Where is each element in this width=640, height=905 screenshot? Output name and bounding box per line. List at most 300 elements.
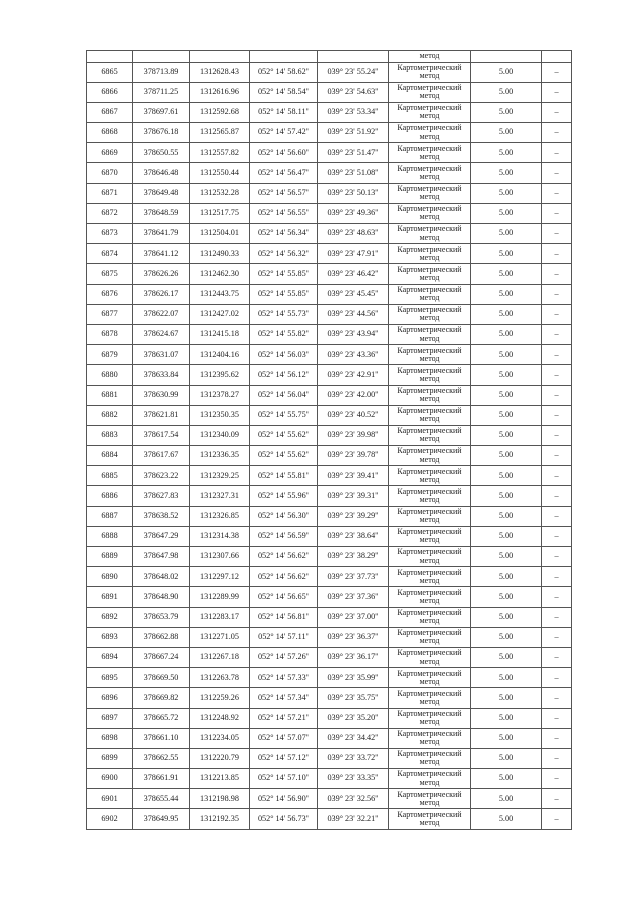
cell-x-coordinate: 378630.99 (133, 385, 190, 405)
cell-longitude: 039° 23' 32.21" (318, 809, 389, 829)
cell-accuracy: 5.00 (471, 62, 542, 82)
cell-latitude: 052° 14' 56.73" (250, 809, 318, 829)
cell-y-coordinate: 1312248.92 (190, 708, 250, 728)
cell-latitude: 052° 14' 56.57" (250, 183, 318, 203)
cell-x-coordinate: 378661.10 (133, 728, 190, 748)
cell-point-number: 6897 (87, 708, 133, 728)
cell-longitude: 039° 23' 32.56" (318, 789, 389, 809)
table-row-partial (87, 51, 572, 63)
cell-y-coordinate: 1312192.35 (190, 809, 250, 829)
cell-point-number: 6893 (87, 627, 133, 647)
cell-method: Картометрический метод (389, 708, 471, 728)
cell-longitude: 039° 23' 39.78" (318, 446, 389, 466)
cell-empty (542, 51, 572, 63)
table-row (87, 769, 572, 789)
cell-accuracy: 5.00 (471, 769, 542, 789)
table-row (87, 102, 572, 122)
cell-latitude: 052° 14' 56.81" (250, 607, 318, 627)
cell-y-coordinate: 1312263.78 (190, 668, 250, 688)
cell-accuracy: 5.00 (471, 224, 542, 244)
cell-x-coordinate: 378621.81 (133, 405, 190, 425)
cell-accuracy: 5.00 (471, 446, 542, 466)
cell-x-coordinate: 378665.72 (133, 708, 190, 728)
cell-empty (133, 51, 190, 63)
cell-accuracy: 5.00 (471, 284, 542, 304)
cell-accuracy: 5.00 (471, 82, 542, 102)
cell-note: – (542, 466, 572, 486)
cell-accuracy: 5.00 (471, 607, 542, 627)
table-row (87, 183, 572, 203)
cell-latitude: 052° 14' 56.12" (250, 365, 318, 385)
cell-x-coordinate: 378617.54 (133, 425, 190, 445)
table-row (87, 123, 572, 143)
cell-accuracy: 5.00 (471, 547, 542, 567)
cell-point-number: 6882 (87, 405, 133, 425)
cell-note: – (542, 183, 572, 203)
cell-accuracy: 5.00 (471, 405, 542, 425)
cell-note: – (542, 446, 572, 466)
cell-x-coordinate: 378711.25 (133, 82, 190, 102)
cell-longitude: 039° 23' 49.36" (318, 203, 389, 223)
cell-latitude: 052° 14' 55.96" (250, 486, 318, 506)
cell-method: Картометрический метод (389, 183, 471, 203)
cell-y-coordinate: 1312340.09 (190, 425, 250, 445)
cell-latitude: 052° 14' 55.85" (250, 264, 318, 284)
cell-note: – (542, 304, 572, 324)
cell-x-coordinate: 378641.79 (133, 224, 190, 244)
cell-x-coordinate: 378669.82 (133, 688, 190, 708)
cell-x-coordinate: 378667.24 (133, 647, 190, 667)
cell-latitude: 052° 14' 55.73" (250, 304, 318, 324)
cell-note: – (542, 244, 572, 264)
cell-method: Картометрический метод (389, 627, 471, 647)
cell-x-coordinate: 378638.52 (133, 506, 190, 526)
cell-x-coordinate: 378669.50 (133, 668, 190, 688)
cell-method: Картометрический метод (389, 486, 471, 506)
cell-x-coordinate: 378647.98 (133, 547, 190, 567)
table-row (87, 143, 572, 163)
table-row (87, 446, 572, 466)
cell-point-number: 6877 (87, 304, 133, 324)
cell-accuracy: 5.00 (471, 163, 542, 183)
cell-note: – (542, 62, 572, 82)
cell-latitude: 052° 14' 57.34" (250, 688, 318, 708)
cell-longitude: 039° 23' 33.35" (318, 769, 389, 789)
cell-method: Картометрический метод (389, 244, 471, 264)
table-row (87, 668, 572, 688)
cell-point-number: 6866 (87, 82, 133, 102)
cell-method: Картометрический метод (389, 567, 471, 587)
cell-accuracy: 5.00 (471, 203, 542, 223)
cell-longitude: 039° 23' 36.17" (318, 647, 389, 667)
table-row (87, 567, 572, 587)
table-row (87, 82, 572, 102)
cell-accuracy: 5.00 (471, 708, 542, 728)
cell-note: – (542, 365, 572, 385)
cell-y-coordinate: 1312378.27 (190, 385, 250, 405)
cell-accuracy: 5.00 (471, 365, 542, 385)
cell-longitude: 039° 23' 37.36" (318, 587, 389, 607)
cell-note: – (542, 769, 572, 789)
table-row (87, 304, 572, 324)
cell-longitude: 039° 23' 35.99" (318, 668, 389, 688)
cell-longitude: 039° 23' 47.91" (318, 244, 389, 264)
cell-accuracy: 5.00 (471, 425, 542, 445)
cell-point-number: 6898 (87, 728, 133, 748)
cell-note: – (542, 587, 572, 607)
cell-longitude: 039° 23' 33.72" (318, 748, 389, 768)
cell-accuracy: 5.00 (471, 486, 542, 506)
cell-y-coordinate: 1312198.98 (190, 789, 250, 809)
cell-point-number: 6883 (87, 425, 133, 445)
cell-note: – (542, 264, 572, 284)
cell-point-number: 6894 (87, 647, 133, 667)
cell-longitude: 039° 23' 42.91" (318, 365, 389, 385)
table-row (87, 789, 572, 809)
cell-y-coordinate: 1312517.75 (190, 203, 250, 223)
cell-note: – (542, 688, 572, 708)
cell-accuracy: 5.00 (471, 587, 542, 607)
cell-method: Картометрический метод (389, 405, 471, 425)
cell-point-number: 6869 (87, 143, 133, 163)
cell-empty (87, 51, 133, 63)
cell-longitude: 039° 23' 54.63" (318, 82, 389, 102)
cell-note: – (542, 385, 572, 405)
cell-note: – (542, 668, 572, 688)
table-row (87, 224, 572, 244)
cell-latitude: 052° 14' 55.62" (250, 425, 318, 445)
cell-latitude: 052° 14' 56.60" (250, 143, 318, 163)
table-row (87, 365, 572, 385)
cell-point-number: 6890 (87, 567, 133, 587)
cell-method: Картометрический метод (389, 668, 471, 688)
cell-point-number: 6881 (87, 385, 133, 405)
table-row (87, 203, 572, 223)
table-row (87, 748, 572, 768)
cell-accuracy: 5.00 (471, 668, 542, 688)
cell-longitude: 039° 23' 48.63" (318, 224, 389, 244)
cell-note: – (542, 567, 572, 587)
cell-point-number: 6876 (87, 284, 133, 304)
cell-empty (250, 51, 318, 63)
cell-latitude: 052° 14' 57.11" (250, 627, 318, 647)
cell-x-coordinate: 378626.26 (133, 264, 190, 284)
cell-method: Картометрический метод (389, 123, 471, 143)
cell-longitude: 039° 23' 36.37" (318, 627, 389, 647)
cell-point-number: 6874 (87, 244, 133, 264)
cell-longitude: 039° 23' 38.29" (318, 547, 389, 567)
cell-y-coordinate: 1312326.85 (190, 506, 250, 526)
cell-accuracy: 5.00 (471, 567, 542, 587)
cell-x-coordinate: 378647.29 (133, 526, 190, 546)
cell-empty (190, 51, 250, 63)
cell-point-number: 6902 (87, 809, 133, 829)
cell-note: – (542, 224, 572, 244)
cell-note: – (542, 163, 572, 183)
cell-latitude: 052° 14' 56.59" (250, 526, 318, 546)
cell-y-coordinate: 1312213.85 (190, 769, 250, 789)
cell-x-coordinate: 378648.59 (133, 203, 190, 223)
cell-accuracy: 5.00 (471, 506, 542, 526)
cell-accuracy: 5.00 (471, 526, 542, 546)
cell-x-coordinate: 378649.48 (133, 183, 190, 203)
cell-note: – (542, 203, 572, 223)
cell-point-number: 6901 (87, 789, 133, 809)
cell-longitude: 039° 23' 43.36" (318, 345, 389, 365)
cell-note: – (542, 123, 572, 143)
cell-point-number: 6873 (87, 224, 133, 244)
cell-accuracy: 5.00 (471, 345, 542, 365)
cell-latitude: 052° 14' 56.04" (250, 385, 318, 405)
cell-method: метод (389, 51, 471, 63)
cell-x-coordinate: 378648.90 (133, 587, 190, 607)
cell-longitude: 039° 23' 55.24" (318, 62, 389, 82)
cell-method: Картометрический метод (389, 789, 471, 809)
cell-x-coordinate: 378676.18 (133, 123, 190, 143)
cell-latitude: 052° 14' 56.65" (250, 587, 318, 607)
cell-x-coordinate: 378641.12 (133, 244, 190, 264)
table-row (87, 587, 572, 607)
cell-note: – (542, 708, 572, 728)
cell-y-coordinate: 1312395.62 (190, 365, 250, 385)
table-row (87, 385, 572, 405)
cell-x-coordinate: 378648.02 (133, 567, 190, 587)
cell-note: – (542, 506, 572, 526)
cell-latitude: 052° 14' 55.81" (250, 466, 318, 486)
cell-point-number: 6868 (87, 123, 133, 143)
cell-note: – (542, 728, 572, 748)
cell-y-coordinate: 1312327.31 (190, 486, 250, 506)
cell-point-number: 6892 (87, 607, 133, 627)
cell-method: Картометрический метод (389, 163, 471, 183)
cell-method: Картометрический метод (389, 224, 471, 244)
cell-method: Картометрический метод (389, 385, 471, 405)
cell-latitude: 052° 14' 57.26" (250, 647, 318, 667)
table-row (87, 607, 572, 627)
table-row (87, 647, 572, 667)
cell-point-number: 6875 (87, 264, 133, 284)
cell-longitude: 039° 23' 40.52" (318, 405, 389, 425)
cell-longitude: 039° 23' 50.13" (318, 183, 389, 203)
cell-x-coordinate: 378622.07 (133, 304, 190, 324)
cell-y-coordinate: 1312259.26 (190, 688, 250, 708)
cell-x-coordinate: 378627.83 (133, 486, 190, 506)
cell-y-coordinate: 1312504.01 (190, 224, 250, 244)
cell-latitude: 052° 14' 57.07" (250, 728, 318, 748)
table-row (87, 163, 572, 183)
cell-empty (471, 51, 542, 63)
cell-accuracy: 5.00 (471, 466, 542, 486)
cell-method: Картометрический метод (389, 203, 471, 223)
cell-longitude: 039° 23' 51.92" (318, 123, 389, 143)
cell-note: – (542, 627, 572, 647)
cell-latitude: 052° 14' 56.55" (250, 203, 318, 223)
cell-y-coordinate: 1312565.87 (190, 123, 250, 143)
cell-note: – (542, 102, 572, 122)
cell-method: Картометрический метод (389, 324, 471, 344)
cell-note: – (542, 345, 572, 365)
cell-point-number: 6899 (87, 748, 133, 768)
cell-x-coordinate: 378662.88 (133, 627, 190, 647)
cell-y-coordinate: 1312267.18 (190, 647, 250, 667)
cell-latitude: 052° 14' 55.82" (250, 324, 318, 344)
cell-y-coordinate: 1312592.68 (190, 102, 250, 122)
cell-note: – (542, 284, 572, 304)
cell-y-coordinate: 1312550.44 (190, 163, 250, 183)
table-row (87, 728, 572, 748)
cell-method: Картометрический метод (389, 809, 471, 829)
cell-note: – (542, 607, 572, 627)
cell-longitude: 039° 23' 39.29" (318, 506, 389, 526)
cell-method: Картометрический метод (389, 748, 471, 768)
cell-latitude: 052° 14' 55.62" (250, 446, 318, 466)
cell-note: – (542, 748, 572, 768)
cell-y-coordinate: 1312557.82 (190, 143, 250, 163)
cell-latitude: 052° 14' 57.33" (250, 668, 318, 688)
cell-accuracy: 5.00 (471, 304, 542, 324)
cell-longitude: 039° 23' 39.98" (318, 425, 389, 445)
cell-y-coordinate: 1312329.25 (190, 466, 250, 486)
table-row (87, 627, 572, 647)
table-row (87, 486, 572, 506)
cell-latitude: 052° 14' 56.47" (250, 163, 318, 183)
cell-accuracy: 5.00 (471, 748, 542, 768)
cell-longitude: 039° 23' 39.41" (318, 466, 389, 486)
cell-method: Картометрический метод (389, 769, 471, 789)
cell-x-coordinate: 378626.17 (133, 284, 190, 304)
cell-method: Картометрический метод (389, 688, 471, 708)
cell-y-coordinate: 1312415.18 (190, 324, 250, 344)
table-row (87, 688, 572, 708)
cell-note: – (542, 809, 572, 829)
cell-latitude: 052° 14' 56.03" (250, 345, 318, 365)
cell-y-coordinate: 1312490.33 (190, 244, 250, 264)
cell-longitude: 039° 23' 51.08" (318, 163, 389, 183)
cell-accuracy: 5.00 (471, 102, 542, 122)
cell-accuracy: 5.00 (471, 324, 542, 344)
cell-point-number: 6872 (87, 203, 133, 223)
cell-note: – (542, 405, 572, 425)
cell-latitude: 052° 14' 55.75" (250, 405, 318, 425)
cell-method: Картометрический метод (389, 506, 471, 526)
table-row (87, 547, 572, 567)
table-row (87, 708, 572, 728)
cell-latitude: 052° 14' 57.42" (250, 123, 318, 143)
cell-y-coordinate: 1312443.75 (190, 284, 250, 304)
cell-y-coordinate: 1312307.66 (190, 547, 250, 567)
cell-x-coordinate: 378623.22 (133, 466, 190, 486)
cell-method: Картометрический метод (389, 284, 471, 304)
cell-note: – (542, 526, 572, 546)
cell-point-number: 6879 (87, 345, 133, 365)
cell-accuracy: 5.00 (471, 183, 542, 203)
cell-method: Картометрический метод (389, 647, 471, 667)
table-body (87, 51, 572, 830)
cell-longitude: 039° 23' 43.94" (318, 324, 389, 344)
cell-x-coordinate: 378617.67 (133, 446, 190, 466)
cell-latitude: 052° 14' 56.30" (250, 506, 318, 526)
cell-method: Картометрический метод (389, 62, 471, 82)
cell-accuracy: 5.00 (471, 809, 542, 829)
cell-point-number: 6887 (87, 506, 133, 526)
cell-method: Картометрический метод (389, 587, 471, 607)
cell-longitude: 039° 23' 51.47" (318, 143, 389, 163)
cell-y-coordinate: 1312350.35 (190, 405, 250, 425)
cell-point-number: 6871 (87, 183, 133, 203)
cell-longitude: 039° 23' 45.45" (318, 284, 389, 304)
cell-y-coordinate: 1312427.02 (190, 304, 250, 324)
cell-note: – (542, 82, 572, 102)
cell-point-number: 6885 (87, 466, 133, 486)
cell-point-number: 6878 (87, 324, 133, 344)
cell-y-coordinate: 1312628.43 (190, 62, 250, 82)
cell-x-coordinate: 378661.91 (133, 769, 190, 789)
cell-latitude: 052° 14' 58.11" (250, 102, 318, 122)
table-row (87, 526, 572, 546)
cell-x-coordinate: 378646.48 (133, 163, 190, 183)
cell-note: – (542, 324, 572, 344)
cell-note: – (542, 486, 572, 506)
cell-point-number: 6900 (87, 769, 133, 789)
cell-accuracy: 5.00 (471, 688, 542, 708)
table-row (87, 506, 572, 526)
cell-y-coordinate: 1312289.99 (190, 587, 250, 607)
cell-point-number: 6889 (87, 547, 133, 567)
table-row (87, 809, 572, 829)
cell-y-coordinate: 1312297.12 (190, 567, 250, 587)
table-row (87, 284, 572, 304)
cell-method: Картометрический метод (389, 365, 471, 385)
cell-longitude: 039° 23' 35.75" (318, 688, 389, 708)
cell-point-number: 6884 (87, 446, 133, 466)
cell-method: Картометрический метод (389, 102, 471, 122)
table-row (87, 264, 572, 284)
cell-method: Картометрический метод (389, 526, 471, 546)
cell-method: Картометрический метод (389, 143, 471, 163)
cell-method: Картометрический метод (389, 82, 471, 102)
table-row (87, 466, 572, 486)
cell-longitude: 039° 23' 37.73" (318, 567, 389, 587)
cell-method: Картометрический метод (389, 304, 471, 324)
cell-y-coordinate: 1312404.16 (190, 345, 250, 365)
table-row (87, 405, 572, 425)
cell-note: – (542, 547, 572, 567)
cell-x-coordinate: 378633.84 (133, 365, 190, 385)
table-row (87, 425, 572, 445)
cell-x-coordinate: 378631.07 (133, 345, 190, 365)
cell-accuracy: 5.00 (471, 123, 542, 143)
cell-x-coordinate: 378649.95 (133, 809, 190, 829)
cell-note: – (542, 143, 572, 163)
cell-accuracy: 5.00 (471, 647, 542, 667)
cell-latitude: 052° 14' 57.12" (250, 748, 318, 768)
cell-accuracy: 5.00 (471, 143, 542, 163)
cell-accuracy: 5.00 (471, 789, 542, 809)
cell-longitude: 039° 23' 46.42" (318, 264, 389, 284)
table-row (87, 324, 572, 344)
cell-point-number: 6896 (87, 688, 133, 708)
cell-accuracy: 5.00 (471, 264, 542, 284)
coordinates-table (86, 50, 572, 830)
cell-accuracy: 5.00 (471, 385, 542, 405)
cell-x-coordinate: 378624.67 (133, 324, 190, 344)
cell-y-coordinate: 1312283.17 (190, 607, 250, 627)
cell-x-coordinate: 378697.61 (133, 102, 190, 122)
cell-method: Картометрический метод (389, 547, 471, 567)
cell-latitude: 052° 14' 56.32" (250, 244, 318, 264)
cell-y-coordinate: 1312336.35 (190, 446, 250, 466)
cell-point-number: 6870 (87, 163, 133, 183)
